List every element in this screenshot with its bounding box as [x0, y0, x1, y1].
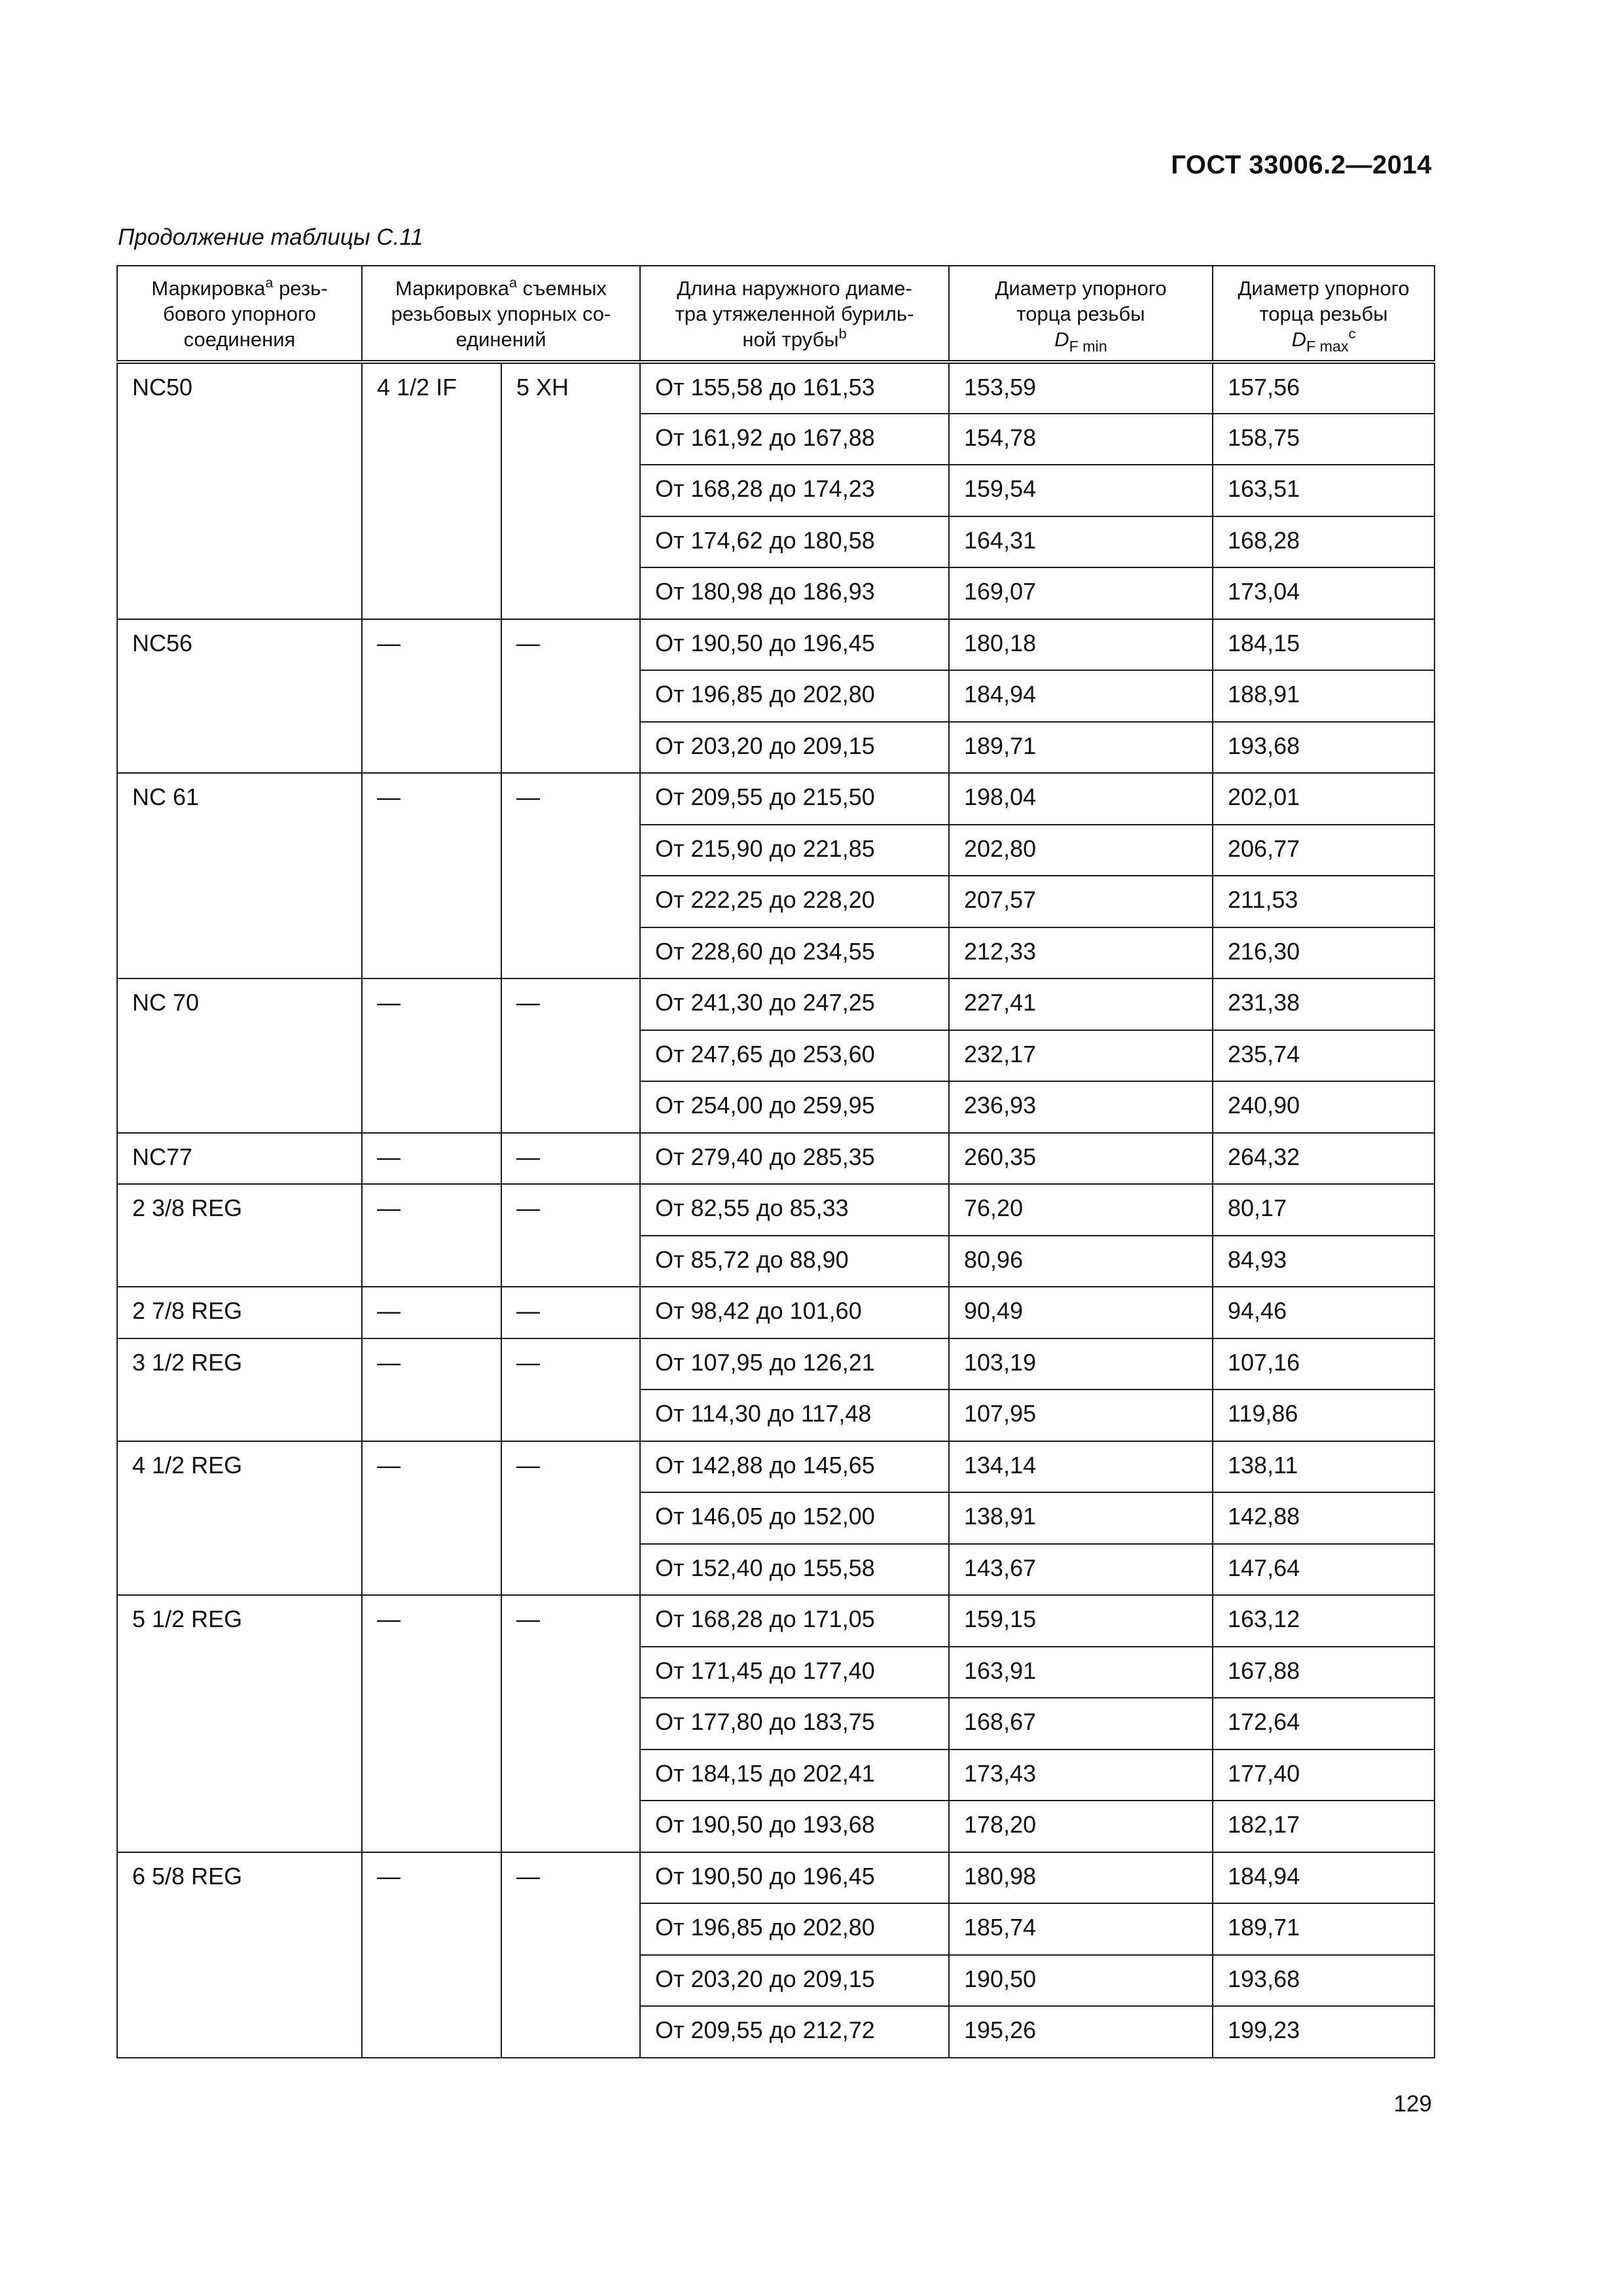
cell-outer-diameter-range: От 190,50 до 196,45 — [640, 619, 949, 671]
cell-removable-marking-1: — — [362, 773, 501, 978]
cell-thread-marking: NC56 — [117, 619, 362, 774]
spec-table — [116, 265, 1435, 2058]
cell-df-max: 107,16 — [1213, 1338, 1435, 1390]
cell-df-max: 84,93 — [1213, 1236, 1435, 1287]
cell-df-min: 107,95 — [949, 1390, 1213, 1441]
table-row — [117, 362, 1435, 414]
cell-df-max: 206,77 — [1213, 825, 1435, 876]
cell-df-min: 143,67 — [949, 1544, 1213, 1596]
cell-df-min: 153,59 — [949, 362, 1213, 414]
cell-df-max: 231,38 — [1213, 978, 1435, 1030]
cell-outer-diameter-range: От 215,90 до 221,85 — [640, 825, 949, 876]
cell-removable-marking-1: — — [362, 1133, 501, 1185]
cell-removable-marking-1: — — [362, 1441, 501, 1596]
cell-outer-diameter-range: От 82,55 до 85,33 — [640, 1184, 949, 1236]
cell-df-min: 195,26 — [949, 2006, 1213, 2058]
cell-outer-diameter-range: От 161,92 до 167,88 — [640, 414, 949, 465]
table-row — [117, 1133, 1435, 1185]
cell-removable-marking-1: — — [362, 619, 501, 774]
cell-df-min: 178,20 — [949, 1801, 1213, 1852]
standard-code: ГОСТ 33006.2—2014 — [1171, 151, 1432, 179]
table-row — [117, 1852, 1435, 1904]
cell-df-min: 180,98 — [949, 1852, 1213, 1904]
cell-thread-marking: NC77 — [117, 1133, 362, 1185]
cell-df-min: 168,67 — [949, 1698, 1213, 1749]
cell-outer-diameter-range: От 190,50 до 196,45 — [640, 1852, 949, 1904]
table-caption: Продолжение таблицы С.11 — [118, 224, 423, 250]
cell-thread-marking: 6 5/8 REG — [117, 1852, 362, 2058]
cell-df-max: 167,88 — [1213, 1647, 1435, 1698]
cell-outer-diameter-range: От 196,85 до 202,80 — [640, 670, 949, 722]
cell-removable-marking-2: — — [501, 773, 640, 978]
cell-removable-marking-1: — — [362, 978, 501, 1133]
cell-outer-diameter-range: От 114,30 до 117,48 — [640, 1390, 949, 1441]
cell-thread-marking: 2 7/8 REG — [117, 1287, 362, 1338]
cell-removable-marking-2: — — [501, 1133, 640, 1185]
cell-df-max: 163,51 — [1213, 465, 1435, 516]
cell-df-min: 154,78 — [949, 414, 1213, 465]
table-body — [117, 362, 1435, 2058]
cell-outer-diameter-range: От 203,20 до 209,15 — [640, 1955, 949, 2007]
cell-df-max: 264,32 — [1213, 1133, 1435, 1185]
cell-outer-diameter-range: От 155,58 до 161,53 — [640, 362, 949, 414]
cell-outer-diameter-range: От 152,40 до 155,58 — [640, 1544, 949, 1596]
header-thread-marking: Маркировка$^а$ резь- бового упорного соединения — [117, 266, 362, 362]
cell-df-min: 260,35 — [949, 1133, 1213, 1185]
cell-df-max: 184,94 — [1213, 1852, 1435, 1904]
cell-df-min: 159,15 — [949, 1595, 1213, 1647]
cell-removable-marking-2: — — [501, 978, 640, 1133]
cell-removable-marking-1: — — [362, 1852, 501, 2058]
cell-df-min: 80,96 — [949, 1236, 1213, 1287]
cell-thread-marking: 3 1/2 REG — [117, 1338, 362, 1441]
cell-df-max: 157,56 — [1213, 362, 1435, 414]
cell-outer-diameter-range: От 203,20 до 209,15 — [640, 722, 949, 774]
cell-outer-diameter-range: От 241,30 до 247,25 — [640, 978, 949, 1030]
cell-outer-diameter-range: От 222,25 до 228,20 — [640, 876, 949, 927]
cell-df-max: 177,40 — [1213, 1749, 1435, 1801]
cell-removable-marking-1: — — [362, 1287, 501, 1338]
cell-df-max: 172,64 — [1213, 1698, 1435, 1749]
cell-removable-marking-2: — — [501, 1441, 640, 1596]
table-row — [117, 773, 1435, 825]
cell-outer-diameter-range: От 209,55 до 215,50 — [640, 773, 949, 825]
cell-df-min: 185,74 — [949, 1903, 1213, 1955]
cell-outer-diameter-range: От 196,85 до 202,80 — [640, 1903, 949, 1955]
header-df-max: Диаметр упорного торца резьбы $D_{F max}^c$ — [1213, 266, 1435, 362]
cell-outer-diameter-range: От 142,88 до 145,65 — [640, 1441, 949, 1493]
cell-df-min: 159,54 — [949, 465, 1213, 516]
cell-df-min: 207,57 — [949, 876, 1213, 927]
cell-df-min: 103,19 — [949, 1338, 1213, 1390]
cell-removable-marking-2: — — [501, 1852, 640, 2058]
cell-df-min: 227,41 — [949, 978, 1213, 1030]
cell-df-max: 168,28 — [1213, 516, 1435, 568]
table-row — [117, 1595, 1435, 1647]
cell-outer-diameter-range: От 146,05 до 152,00 — [640, 1492, 949, 1544]
cell-thread-marking: NC 70 — [117, 978, 362, 1133]
cell-df-max: 199,23 — [1213, 2006, 1435, 2058]
cell-outer-diameter-range: От 279,40 до 285,35 — [640, 1133, 949, 1185]
table-row — [117, 978, 1435, 1030]
cell-df-min: 184,94 — [949, 670, 1213, 722]
cell-df-max: 147,64 — [1213, 1544, 1435, 1596]
cell-outer-diameter-range: От 98,42 до 101,60 — [640, 1287, 949, 1338]
cell-removable-marking-2: — — [501, 1184, 640, 1287]
cell-df-min: 90,49 — [949, 1287, 1213, 1338]
table-row — [117, 1287, 1435, 1338]
page-number: 129 — [1393, 2091, 1432, 2117]
cell-outer-diameter-range: От 171,45 до 177,40 — [640, 1647, 949, 1698]
cell-outer-diameter-range: От 168,28 до 171,05 — [640, 1595, 949, 1647]
cell-thread-marking: 5 1/2 REG — [117, 1595, 362, 1852]
cell-df-max: 235,74 — [1213, 1030, 1435, 1082]
cell-df-min: 134,14 — [949, 1441, 1213, 1493]
header-removable-marking: Маркировка$^а$ съемных резьбовых упорных со- единений — [362, 266, 640, 362]
cell-outer-diameter-range: От 184,15 до 202,41 — [640, 1749, 949, 1801]
cell-df-max: 80,17 — [1213, 1184, 1435, 1236]
cell-thread-marking: NC50 — [117, 362, 362, 619]
cell-outer-diameter-range: От 209,55 до 212,72 — [640, 2006, 949, 2058]
cell-df-max: 158,75 — [1213, 414, 1435, 465]
cell-df-max: 193,68 — [1213, 1955, 1435, 2007]
cell-df-max: 138,11 — [1213, 1441, 1435, 1493]
cell-df-min: 163,91 — [949, 1647, 1213, 1698]
cell-removable-marking-1: — — [362, 1184, 501, 1287]
cell-thread-marking: NC 61 — [117, 773, 362, 978]
cell-df-max: 188,91 — [1213, 670, 1435, 722]
cell-df-max: 184,15 — [1213, 619, 1435, 671]
cell-df-min: 232,17 — [949, 1030, 1213, 1082]
cell-thread-marking: 4 1/2 REG — [117, 1441, 362, 1596]
cell-removable-marking-2: — — [501, 619, 640, 774]
cell-df-min: 173,43 — [949, 1749, 1213, 1801]
cell-df-min: 190,50 — [949, 1955, 1213, 2007]
header-outer-diameter: Длина наружного диаме- тра утяжеленной буриль- ной трубы$^b$ — [640, 266, 949, 362]
table-header-row — [117, 266, 1435, 362]
cell-outer-diameter-range: От 254,00 до 259,95 — [640, 1081, 949, 1133]
cell-df-max: 202,01 — [1213, 773, 1435, 825]
cell-outer-diameter-range: От 247,65 до 253,60 — [640, 1030, 949, 1082]
cell-removable-marking-1: — — [362, 1338, 501, 1441]
cell-df-min: 138,91 — [949, 1492, 1213, 1544]
cell-df-max: 94,46 — [1213, 1287, 1435, 1338]
cell-removable-marking-1: 4 1/2 IF — [362, 362, 501, 619]
cell-removable-marking-2: — — [501, 1338, 640, 1441]
cell-df-min: 198,04 — [949, 773, 1213, 825]
cell-df-min: 189,71 — [949, 722, 1213, 774]
table-row — [117, 1184, 1435, 1236]
cell-outer-diameter-range: От 85,72 до 88,90 — [640, 1236, 949, 1287]
cell-outer-diameter-range: От 180,98 до 186,93 — [640, 567, 949, 619]
cell-outer-diameter-range: От 107,95 до 126,21 — [640, 1338, 949, 1390]
cell-df-max: 142,88 — [1213, 1492, 1435, 1544]
cell-removable-marking-2: — — [501, 1287, 640, 1338]
cell-removable-marking-2: 5 XH — [501, 362, 640, 619]
cell-df-max: 216,30 — [1213, 927, 1435, 979]
cell-df-max: 119,86 — [1213, 1390, 1435, 1441]
cell-df-min: 212,33 — [949, 927, 1213, 979]
cell-df-max: 193,68 — [1213, 722, 1435, 774]
cell-outer-diameter-range: От 177,80 до 183,75 — [640, 1698, 949, 1749]
cell-df-max: 240,90 — [1213, 1081, 1435, 1133]
cell-outer-diameter-range: От 168,28 до 174,23 — [640, 465, 949, 516]
cell-removable-marking-2: — — [501, 1595, 640, 1852]
table-row — [117, 619, 1435, 671]
cell-df-min: 169,07 — [949, 567, 1213, 619]
cell-df-max: 211,53 — [1213, 876, 1435, 927]
cell-outer-diameter-range: От 190,50 до 193,68 — [640, 1801, 949, 1852]
cell-df-min: 76,20 — [949, 1184, 1213, 1236]
cell-df-max: 182,17 — [1213, 1801, 1435, 1852]
cell-df-min: 236,93 — [949, 1081, 1213, 1133]
cell-df-max: 173,04 — [1213, 567, 1435, 619]
header-df-min: Диаметр упорного торца резьбы $D_{F min}$ — [949, 266, 1213, 362]
cell-thread-marking: 2 3/8 REG — [117, 1184, 362, 1287]
cell-df-max: 163,12 — [1213, 1595, 1435, 1647]
cell-outer-diameter-range: От 228,60 до 234,55 — [640, 927, 949, 979]
table-row — [117, 1441, 1435, 1493]
cell-df-min: 202,80 — [949, 825, 1213, 876]
cell-df-max: 189,71 — [1213, 1903, 1435, 1955]
cell-df-min: 164,31 — [949, 516, 1213, 568]
cell-df-min: 180,18 — [949, 619, 1213, 671]
table-row — [117, 1338, 1435, 1390]
cell-outer-diameter-range: От 174,62 до 180,58 — [640, 516, 949, 568]
cell-removable-marking-1: — — [362, 1595, 501, 1852]
